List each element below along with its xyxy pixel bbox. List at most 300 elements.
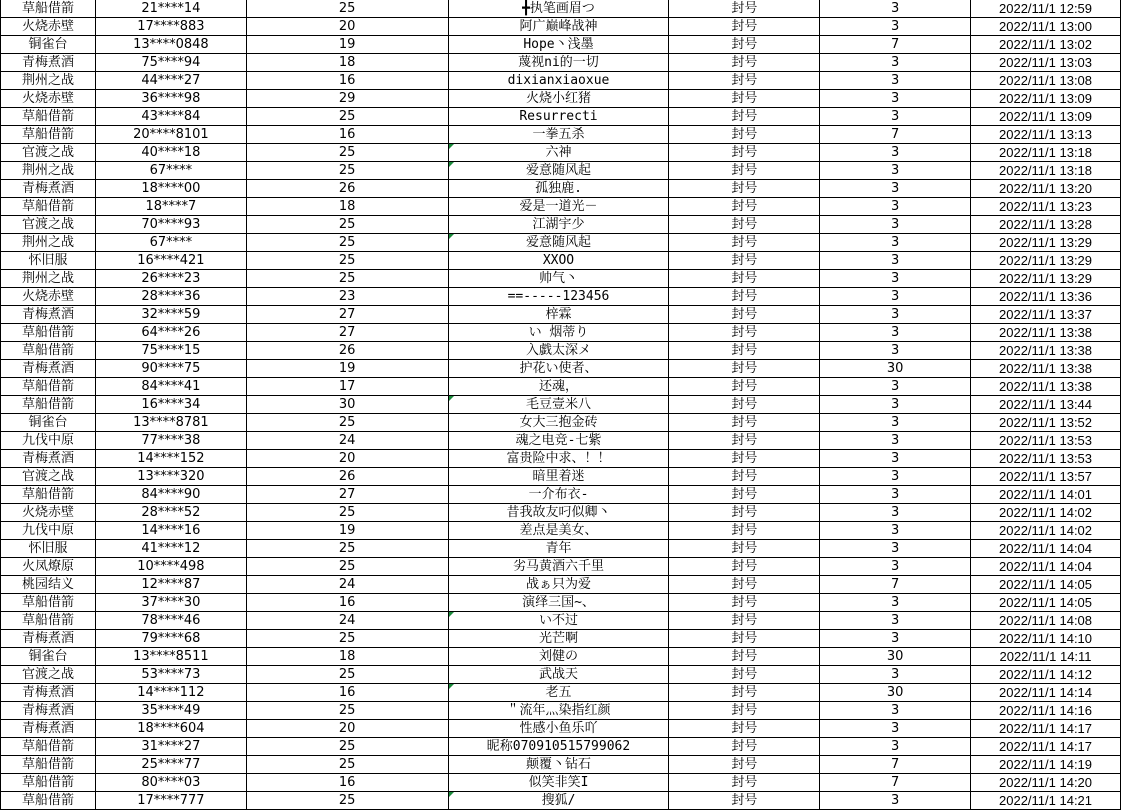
level-cell[interactable]: 25 xyxy=(246,270,448,288)
player-name-cell[interactable]: 阿广巅峰战神 xyxy=(448,18,669,36)
player-name-cell[interactable]: XXOO xyxy=(448,252,669,270)
level-cell[interactable]: 25 xyxy=(246,540,448,558)
account-cell[interactable]: 90****75 xyxy=(95,360,246,378)
level-cell[interactable]: 18 xyxy=(246,648,448,666)
server-cell[interactable]: 草船借箭 xyxy=(1,612,96,630)
server-cell[interactable]: 草船借箭 xyxy=(1,198,96,216)
timestamp-cell[interactable]: 2022/11/1 14:02 xyxy=(971,504,1121,522)
account-cell[interactable]: 14****112 xyxy=(95,684,246,702)
ban-days-cell[interactable]: 3 xyxy=(820,414,971,432)
account-cell[interactable]: 28****52 xyxy=(95,504,246,522)
account-cell[interactable]: 31****27 xyxy=(95,738,246,756)
level-cell[interactable]: 20 xyxy=(246,18,448,36)
ban-days-cell[interactable]: 3 xyxy=(820,558,971,576)
server-cell[interactable]: 草船借箭 xyxy=(1,792,96,810)
timestamp-cell[interactable]: 2022/11/1 14:12 xyxy=(971,666,1121,684)
action-cell[interactable]: 封号 xyxy=(669,540,820,558)
timestamp-cell[interactable]: 2022/11/1 13:09 xyxy=(971,108,1121,126)
timestamp-cell[interactable]: 2022/11/1 13:23 xyxy=(971,198,1121,216)
ban-days-cell[interactable]: 3 xyxy=(820,432,971,450)
ban-days-cell[interactable]: 3 xyxy=(820,162,971,180)
ban-days-cell[interactable]: 3 xyxy=(820,378,971,396)
level-cell[interactable]: 24 xyxy=(246,576,448,594)
ban-days-cell[interactable]: 3 xyxy=(820,522,971,540)
player-name-cell[interactable]: 爱意随风起 xyxy=(448,234,669,252)
account-cell[interactable]: 67**** xyxy=(95,162,246,180)
ban-days-cell[interactable]: 3 xyxy=(820,738,971,756)
ban-days-cell[interactable]: 3 xyxy=(820,306,971,324)
action-cell[interactable]: 封号 xyxy=(669,180,820,198)
ban-days-cell[interactable]: 3 xyxy=(820,180,971,198)
account-cell[interactable]: 75****94 xyxy=(95,54,246,72)
action-cell[interactable]: 封号 xyxy=(669,378,820,396)
level-cell[interactable]: 24 xyxy=(246,612,448,630)
action-cell[interactable]: 封号 xyxy=(669,720,820,738)
action-cell[interactable]: 封号 xyxy=(669,18,820,36)
level-cell[interactable]: 26 xyxy=(246,342,448,360)
server-cell[interactable]: 青梅煮酒 xyxy=(1,684,96,702)
timestamp-cell[interactable]: 2022/11/1 14:02 xyxy=(971,522,1121,540)
player-name-cell[interactable]: 青年 xyxy=(448,540,669,558)
ban-days-cell[interactable]: 3 xyxy=(820,144,971,162)
player-name-cell[interactable]: 还魂， xyxy=(448,378,669,396)
level-cell[interactable]: 18 xyxy=(246,54,448,72)
player-name-cell[interactable]: 武战天 xyxy=(448,666,669,684)
timestamp-cell[interactable]: 2022/11/1 13:13 xyxy=(971,126,1121,144)
timestamp-cell[interactable]: 2022/11/1 14:08 xyxy=(971,612,1121,630)
action-cell[interactable]: 封号 xyxy=(669,306,820,324)
player-name-cell[interactable]: 性感小鱼乐吖 xyxy=(448,720,669,738)
action-cell[interactable]: 封号 xyxy=(669,756,820,774)
action-cell[interactable]: 封号 xyxy=(669,198,820,216)
ban-days-cell[interactable]: 7 xyxy=(820,756,971,774)
server-cell[interactable]: 草船借箭 xyxy=(1,342,96,360)
timestamp-cell[interactable]: 2022/11/1 13:02 xyxy=(971,36,1121,54)
player-name-cell[interactable]: 江湖宇少 xyxy=(448,216,669,234)
player-name-cell[interactable]: 女大三抱金砖 xyxy=(448,414,669,432)
timestamp-cell[interactable]: 2022/11/1 13:57 xyxy=(971,468,1121,486)
action-cell[interactable]: 封号 xyxy=(669,630,820,648)
ban-days-cell[interactable]: 7 xyxy=(820,126,971,144)
ban-days-cell[interactable]: 3 xyxy=(820,594,971,612)
account-cell[interactable]: 13****8781 xyxy=(95,414,246,432)
player-name-cell[interactable]: 差点是美女、 xyxy=(448,522,669,540)
player-name-cell[interactable]: 颠覆丶钻石 xyxy=(448,756,669,774)
account-cell[interactable]: 17****883 xyxy=(95,18,246,36)
timestamp-cell[interactable]: 2022/11/1 13:38 xyxy=(971,342,1121,360)
action-cell[interactable]: 封号 xyxy=(669,288,820,306)
ban-days-cell[interactable]: 3 xyxy=(820,54,971,72)
ban-days-cell[interactable]: 3 xyxy=(820,72,971,90)
player-name-cell[interactable]: Resurrecti xyxy=(448,108,669,126)
player-name-cell[interactable]: 爱意随风起 xyxy=(448,162,669,180)
level-cell[interactable]: 29 xyxy=(246,90,448,108)
server-cell[interactable]: 官渡之战 xyxy=(1,216,96,234)
server-cell[interactable]: 火烧赤壁 xyxy=(1,90,96,108)
action-cell[interactable]: 封号 xyxy=(669,360,820,378)
action-cell[interactable]: 封号 xyxy=(669,36,820,54)
timestamp-cell[interactable]: 2022/11/1 13:03 xyxy=(971,54,1121,72)
action-cell[interactable]: 封号 xyxy=(669,702,820,720)
timestamp-cell[interactable]: 2022/11/1 14:01 xyxy=(971,486,1121,504)
action-cell[interactable]: 封号 xyxy=(669,684,820,702)
account-cell[interactable]: 84****41 xyxy=(95,378,246,396)
level-cell[interactable]: 25 xyxy=(246,666,448,684)
server-cell[interactable]: 草船借箭 xyxy=(1,594,96,612)
server-cell[interactable]: 怀旧服 xyxy=(1,252,96,270)
action-cell[interactable]: 封号 xyxy=(669,576,820,594)
ban-days-cell[interactable]: 3 xyxy=(820,216,971,234)
player-name-cell[interactable]: 劣马黄酒六千里 xyxy=(448,558,669,576)
ban-days-cell[interactable]: 3 xyxy=(820,396,971,414)
timestamp-cell[interactable]: 2022/11/1 13:00 xyxy=(971,18,1121,36)
account-cell[interactable]: 14****16 xyxy=(95,522,246,540)
action-cell[interactable]: 封号 xyxy=(669,396,820,414)
level-cell[interactable]: 25 xyxy=(246,144,448,162)
timestamp-cell[interactable]: 2022/11/1 13:08 xyxy=(971,72,1121,90)
action-cell[interactable]: 封号 xyxy=(669,216,820,234)
timestamp-cell[interactable]: 2022/11/1 14:04 xyxy=(971,558,1121,576)
account-cell[interactable]: 78****46 xyxy=(95,612,246,630)
timestamp-cell[interactable]: 2022/11/1 13:38 xyxy=(971,360,1121,378)
ban-days-cell[interactable]: 3 xyxy=(820,324,971,342)
action-cell[interactable]: 封号 xyxy=(669,774,820,792)
account-cell[interactable]: 43****84 xyxy=(95,108,246,126)
player-name-cell[interactable]: ╋执笔画眉つ xyxy=(448,0,669,18)
ban-days-cell[interactable]: 7 xyxy=(820,36,971,54)
level-cell[interactable]: 25 xyxy=(246,702,448,720)
ban-days-cell[interactable]: 3 xyxy=(820,792,971,810)
server-cell[interactable]: 火烧赤壁 xyxy=(1,504,96,522)
ban-days-cell[interactable]: 3 xyxy=(820,540,971,558)
timestamp-cell[interactable]: 2022/11/1 13:52 xyxy=(971,414,1121,432)
player-name-cell[interactable]: 光芒啊 xyxy=(448,630,669,648)
player-name-cell[interactable]: 梓霖 xyxy=(448,306,669,324)
timestamp-cell[interactable]: 2022/11/1 14:10 xyxy=(971,630,1121,648)
ban-days-cell[interactable]: 3 xyxy=(820,108,971,126)
timestamp-cell[interactable]: 2022/11/1 14:11 xyxy=(971,648,1121,666)
account-cell[interactable]: 36****98 xyxy=(95,90,246,108)
server-cell[interactable]: 草船借箭 xyxy=(1,486,96,504)
player-name-cell[interactable]: ==-----123456 xyxy=(448,288,669,306)
timestamp-cell[interactable]: 2022/11/1 13:38 xyxy=(971,324,1121,342)
timestamp-cell[interactable]: 2022/11/1 12:59 xyxy=(971,0,1121,18)
server-cell[interactable]: 官渡之战 xyxy=(1,468,96,486)
account-cell[interactable]: 21****14 xyxy=(95,0,246,18)
account-cell[interactable]: 18****00 xyxy=(95,180,246,198)
server-cell[interactable]: 草船借箭 xyxy=(1,126,96,144)
player-name-cell[interactable]: 似笑非笑I xyxy=(448,774,669,792)
action-cell[interactable]: 封号 xyxy=(669,648,820,666)
timestamp-cell[interactable]: 2022/11/1 13:20 xyxy=(971,180,1121,198)
player-name-cell[interactable]: ＂流年灬染指红颜 xyxy=(448,702,669,720)
account-cell[interactable]: 37****30 xyxy=(95,594,246,612)
account-cell[interactable]: 20****8101 xyxy=(95,126,246,144)
level-cell[interactable]: 20 xyxy=(246,720,448,738)
ban-days-cell[interactable]: 3 xyxy=(820,720,971,738)
action-cell[interactable]: 封号 xyxy=(669,594,820,612)
server-cell[interactable]: 火凤燎原 xyxy=(1,558,96,576)
server-cell[interactable]: 青梅煮酒 xyxy=(1,306,96,324)
action-cell[interactable]: 封号 xyxy=(669,738,820,756)
level-cell[interactable]: 25 xyxy=(246,216,448,234)
level-cell[interactable]: 25 xyxy=(246,414,448,432)
timestamp-cell[interactable]: 2022/11/1 14:17 xyxy=(971,738,1121,756)
action-cell[interactable]: 封号 xyxy=(669,108,820,126)
level-cell[interactable]: 18 xyxy=(246,198,448,216)
ban-days-cell[interactable]: 3 xyxy=(820,702,971,720)
timestamp-cell[interactable]: 2022/11/1 14:16 xyxy=(971,702,1121,720)
account-cell[interactable]: 25****77 xyxy=(95,756,246,774)
account-cell[interactable]: 80****03 xyxy=(95,774,246,792)
timestamp-cell[interactable]: 2022/11/1 13:09 xyxy=(971,90,1121,108)
player-name-cell[interactable]: 蔑视ni的一切 xyxy=(448,54,669,72)
account-cell[interactable]: 70****93 xyxy=(95,216,246,234)
player-name-cell[interactable]: 暗里着迷 xyxy=(448,468,669,486)
server-cell[interactable]: 草船借箭 xyxy=(1,0,96,18)
account-cell[interactable]: 13****8511 xyxy=(95,648,246,666)
player-name-cell[interactable]: 战ぁ只为爱 xyxy=(448,576,669,594)
server-cell[interactable]: 荆州之战 xyxy=(1,162,96,180)
level-cell[interactable]: 19 xyxy=(246,36,448,54)
player-name-cell[interactable]: dixianxiaoxue xyxy=(448,72,669,90)
level-cell[interactable]: 25 xyxy=(246,558,448,576)
level-cell[interactable]: 26 xyxy=(246,468,448,486)
server-cell[interactable]: 草船借箭 xyxy=(1,738,96,756)
ban-days-cell[interactable]: 3 xyxy=(820,234,971,252)
server-cell[interactable]: 荆州之战 xyxy=(1,270,96,288)
ban-days-cell[interactable]: 3 xyxy=(820,342,971,360)
ban-days-cell[interactable]: 3 xyxy=(820,270,971,288)
account-cell[interactable]: 12****87 xyxy=(95,576,246,594)
player-name-cell[interactable]: 一介布衣- xyxy=(448,486,669,504)
action-cell[interactable]: 封号 xyxy=(669,324,820,342)
player-name-cell[interactable]: 一拳五杀 xyxy=(448,126,669,144)
action-cell[interactable]: 封号 xyxy=(669,414,820,432)
player-name-cell[interactable]: 搜狐/ xyxy=(448,792,669,810)
server-cell[interactable]: 青梅煮酒 xyxy=(1,702,96,720)
server-cell[interactable]: 荆州之战 xyxy=(1,234,96,252)
action-cell[interactable]: 封号 xyxy=(669,486,820,504)
account-cell[interactable]: 28****36 xyxy=(95,288,246,306)
timestamp-cell[interactable]: 2022/11/1 13:29 xyxy=(971,270,1121,288)
level-cell[interactable]: 20 xyxy=(246,450,448,468)
player-name-cell[interactable]: 帅气丶 xyxy=(448,270,669,288)
level-cell[interactable]: 25 xyxy=(246,738,448,756)
account-cell[interactable]: 84****90 xyxy=(95,486,246,504)
player-name-cell[interactable]: 六神 xyxy=(448,144,669,162)
server-cell[interactable]: 青梅煮酒 xyxy=(1,180,96,198)
level-cell[interactable]: 16 xyxy=(246,684,448,702)
action-cell[interactable]: 封号 xyxy=(669,126,820,144)
ban-days-cell[interactable]: 3 xyxy=(820,288,971,306)
player-name-cell[interactable]: 毛豆壹米八 xyxy=(448,396,669,414)
action-cell[interactable]: 封号 xyxy=(669,450,820,468)
level-cell[interactable]: 27 xyxy=(246,324,448,342)
ban-days-cell[interactable]: 3 xyxy=(820,198,971,216)
account-cell[interactable]: 16****421 xyxy=(95,252,246,270)
player-name-cell[interactable]: 老五 xyxy=(448,684,669,702)
timestamp-cell[interactable]: 2022/11/1 13:36 xyxy=(971,288,1121,306)
action-cell[interactable]: 封号 xyxy=(669,504,820,522)
server-cell[interactable]: 青梅煮酒 xyxy=(1,630,96,648)
server-cell[interactable]: 草船借箭 xyxy=(1,108,96,126)
account-cell[interactable]: 13****320 xyxy=(95,468,246,486)
timestamp-cell[interactable]: 2022/11/1 14:20 xyxy=(971,774,1121,792)
server-cell[interactable]: 草船借箭 xyxy=(1,396,96,414)
action-cell[interactable]: 封号 xyxy=(669,342,820,360)
server-cell[interactable]: 草船借箭 xyxy=(1,756,96,774)
level-cell[interactable]: 16 xyxy=(246,126,448,144)
timestamp-cell[interactable]: 2022/11/1 13:18 xyxy=(971,144,1121,162)
server-cell[interactable]: 青梅煮酒 xyxy=(1,450,96,468)
level-cell[interactable]: 16 xyxy=(246,72,448,90)
action-cell[interactable]: 封号 xyxy=(669,162,820,180)
action-cell[interactable]: 封号 xyxy=(669,234,820,252)
timestamp-cell[interactable]: 2022/11/1 13:29 xyxy=(971,234,1121,252)
server-cell[interactable]: 铜雀台 xyxy=(1,648,96,666)
level-cell[interactable]: 23 xyxy=(246,288,448,306)
server-cell[interactable]: 青梅煮酒 xyxy=(1,720,96,738)
action-cell[interactable]: 封号 xyxy=(669,72,820,90)
account-cell[interactable]: 26****23 xyxy=(95,270,246,288)
action-cell[interactable]: 封号 xyxy=(669,792,820,810)
level-cell[interactable]: 25 xyxy=(246,252,448,270)
level-cell[interactable]: 16 xyxy=(246,774,448,792)
timestamp-cell[interactable]: 2022/11/1 14:17 xyxy=(971,720,1121,738)
account-cell[interactable]: 18****7 xyxy=(95,198,246,216)
level-cell[interactable]: 25 xyxy=(246,234,448,252)
player-name-cell[interactable]: Hope丶浅墨 xyxy=(448,36,669,54)
account-cell[interactable]: 67**** xyxy=(95,234,246,252)
level-cell[interactable]: 27 xyxy=(246,486,448,504)
timestamp-cell[interactable]: 2022/11/1 14:05 xyxy=(971,594,1121,612)
level-cell[interactable]: 25 xyxy=(246,162,448,180)
account-cell[interactable]: 53****73 xyxy=(95,666,246,684)
ban-days-cell[interactable]: 3 xyxy=(820,666,971,684)
account-cell[interactable]: 40****18 xyxy=(95,144,246,162)
player-name-cell[interactable]: 昔我故友叼似卿丶 xyxy=(448,504,669,522)
account-cell[interactable]: 79****68 xyxy=(95,630,246,648)
level-cell[interactable]: 19 xyxy=(246,522,448,540)
player-name-cell[interactable]: い不过 xyxy=(448,612,669,630)
timestamp-cell[interactable]: 2022/11/1 13:28 xyxy=(971,216,1121,234)
level-cell[interactable]: 25 xyxy=(246,0,448,18)
account-cell[interactable]: 41****12 xyxy=(95,540,246,558)
server-cell[interactable]: 怀旧服 xyxy=(1,540,96,558)
timestamp-cell[interactable]: 2022/11/1 13:37 xyxy=(971,306,1121,324)
player-name-cell[interactable]: い 烟蒂り xyxy=(448,324,669,342)
level-cell[interactable]: 25 xyxy=(246,630,448,648)
ban-days-cell[interactable]: 7 xyxy=(820,576,971,594)
level-cell[interactable]: 17 xyxy=(246,378,448,396)
player-name-cell[interactable]: 昵称070910515799062 xyxy=(448,738,669,756)
account-cell[interactable]: 35****49 xyxy=(95,702,246,720)
server-cell[interactable]: 桃园结义 xyxy=(1,576,96,594)
server-cell[interactable]: 九伐中原 xyxy=(1,432,96,450)
ban-days-cell[interactable]: 7 xyxy=(820,774,971,792)
player-name-cell[interactable]: 火烧小红猪 xyxy=(448,90,669,108)
server-cell[interactable]: 铜雀台 xyxy=(1,36,96,54)
timestamp-cell[interactable]: 2022/11/1 13:18 xyxy=(971,162,1121,180)
action-cell[interactable]: 封号 xyxy=(669,144,820,162)
timestamp-cell[interactable]: 2022/11/1 14:19 xyxy=(971,756,1121,774)
level-cell[interactable]: 30 xyxy=(246,396,448,414)
action-cell[interactable]: 封号 xyxy=(669,90,820,108)
level-cell[interactable]: 25 xyxy=(246,504,448,522)
player-name-cell[interactable]: 富贵险中求、！！ xyxy=(448,450,669,468)
action-cell[interactable]: 封号 xyxy=(669,612,820,630)
ban-days-cell[interactable]: 3 xyxy=(820,630,971,648)
player-name-cell[interactable]: 刘健の xyxy=(448,648,669,666)
action-cell[interactable]: 封号 xyxy=(669,558,820,576)
ban-days-cell[interactable]: 30 xyxy=(820,684,971,702)
account-cell[interactable]: 10****498 xyxy=(95,558,246,576)
account-cell[interactable]: 14****152 xyxy=(95,450,246,468)
server-cell[interactable]: 火烧赤壁 xyxy=(1,18,96,36)
ban-days-cell[interactable]: 30 xyxy=(820,360,971,378)
server-cell[interactable]: 官渡之战 xyxy=(1,144,96,162)
timestamp-cell[interactable]: 2022/11/1 14:14 xyxy=(971,684,1121,702)
account-cell[interactable]: 32****59 xyxy=(95,306,246,324)
account-cell[interactable]: 77****38 xyxy=(95,432,246,450)
player-name-cell[interactable]: 爱是一道光－ xyxy=(448,198,669,216)
server-cell[interactable]: 青梅煮酒 xyxy=(1,54,96,72)
level-cell[interactable]: 19 xyxy=(246,360,448,378)
ban-days-cell[interactable]: 30 xyxy=(820,648,971,666)
timestamp-cell[interactable]: 2022/11/1 13:38 xyxy=(971,378,1121,396)
server-cell[interactable]: 官渡之战 xyxy=(1,666,96,684)
player-name-cell[interactable]: 魂之电竞-七紫 xyxy=(448,432,669,450)
action-cell[interactable]: 封号 xyxy=(669,0,820,18)
server-cell[interactable]: 火烧赤壁 xyxy=(1,288,96,306)
level-cell[interactable]: 24 xyxy=(246,432,448,450)
account-cell[interactable]: 64****26 xyxy=(95,324,246,342)
ban-days-cell[interactable]: 3 xyxy=(820,468,971,486)
server-cell[interactable]: 荆州之战 xyxy=(1,72,96,90)
player-name-cell[interactable]: 入戯太深メ xyxy=(448,342,669,360)
level-cell[interactable]: 25 xyxy=(246,792,448,810)
account-cell[interactable]: 44****27 xyxy=(95,72,246,90)
action-cell[interactable]: 封号 xyxy=(669,54,820,72)
action-cell[interactable]: 封号 xyxy=(669,432,820,450)
ban-days-cell[interactable]: 3 xyxy=(820,612,971,630)
action-cell[interactable]: 封号 xyxy=(669,468,820,486)
level-cell[interactable]: 26 xyxy=(246,180,448,198)
server-cell[interactable]: 草船借箭 xyxy=(1,324,96,342)
server-cell[interactable]: 青梅煮酒 xyxy=(1,360,96,378)
player-name-cell[interactable]: 孤独鹿. xyxy=(448,180,669,198)
timestamp-cell[interactable]: 2022/11/1 13:29 xyxy=(971,252,1121,270)
server-cell[interactable]: 铜雀台 xyxy=(1,414,96,432)
account-cell[interactable]: 16****34 xyxy=(95,396,246,414)
level-cell[interactable]: 25 xyxy=(246,756,448,774)
server-cell[interactable]: 九伐中原 xyxy=(1,522,96,540)
ban-days-cell[interactable]: 3 xyxy=(820,450,971,468)
player-name-cell[interactable]: 护花い使者、 xyxy=(448,360,669,378)
level-cell[interactable]: 27 xyxy=(246,306,448,324)
ban-days-cell[interactable]: 3 xyxy=(820,18,971,36)
account-cell[interactable]: 18****604 xyxy=(95,720,246,738)
timestamp-cell[interactable]: 2022/11/1 14:21 xyxy=(971,792,1121,810)
ban-days-cell[interactable]: 3 xyxy=(820,0,971,18)
account-cell[interactable]: 75****15 xyxy=(95,342,246,360)
timestamp-cell[interactable]: 2022/11/1 13:53 xyxy=(971,450,1121,468)
account-cell[interactable]: 13****0848 xyxy=(95,36,246,54)
action-cell[interactable]: 封号 xyxy=(669,252,820,270)
server-cell[interactable]: 草船借箭 xyxy=(1,774,96,792)
action-cell[interactable]: 封号 xyxy=(669,666,820,684)
